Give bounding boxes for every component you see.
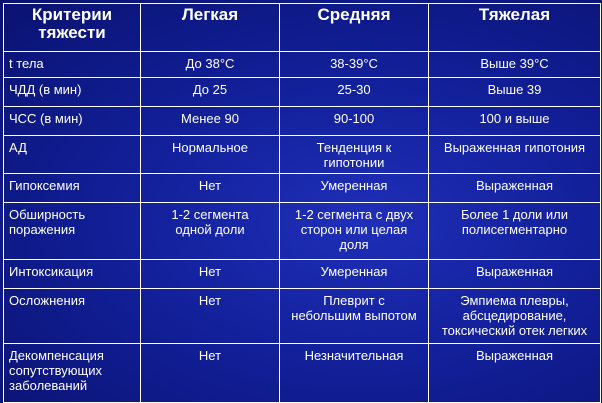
table-row: [4, 289, 601, 344]
cell-text: Плеврит с: [323, 293, 385, 308]
moderate-cell: [280, 289, 429, 344]
cell-text: Умеренная: [320, 178, 388, 193]
cell-text: Менее 90: [181, 111, 239, 126]
cell-text: t тела: [9, 56, 44, 71]
cell-text: заболеваний: [9, 378, 88, 393]
table-row: [4, 344, 601, 403]
cell-text: полисегментарно: [461, 222, 568, 237]
table-header: [4, 4, 601, 52]
cell-text: Нет: [198, 293, 222, 308]
table-row: [4, 136, 601, 174]
cell-text: Обширность: [9, 207, 86, 222]
severe-cell: [429, 174, 601, 203]
header-criteria: [4, 4, 141, 52]
cell-text: 90-100: [333, 111, 375, 126]
cell-text: Выраженная: [475, 178, 554, 193]
moderate-cell: [280, 344, 429, 403]
criterion-cell: [4, 289, 141, 344]
cell-text: 25-30: [337, 82, 371, 97]
header-row: [4, 4, 601, 52]
header-text: Тяжелая: [478, 5, 551, 24]
cell-text: Нет: [198, 348, 222, 363]
table-row: [4, 78, 601, 107]
cell-text: Гипоксемия: [9, 178, 80, 193]
criterion-cell: [4, 203, 141, 260]
severe-cell: [429, 78, 601, 107]
table-body: [4, 52, 601, 403]
cell-text: Умеренная: [320, 264, 388, 279]
cell-text: одной доли: [175, 222, 245, 237]
cell-text: 1-2 сегмента: [171, 207, 249, 222]
moderate-cell: [280, 174, 429, 203]
header-mild: [141, 4, 280, 52]
cell-text: небольшим выпотом: [291, 308, 417, 323]
mild-cell: [141, 344, 280, 403]
header-text: Критерии: [31, 5, 113, 24]
cell-text: Нормальное: [171, 140, 248, 155]
cell-text: АД: [9, 140, 27, 155]
cell-text: поражения: [9, 222, 76, 237]
cell-text: Выраженная: [475, 348, 554, 363]
mild-cell: [141, 260, 280, 289]
severe-cell: [429, 107, 601, 136]
moderate-cell: [280, 107, 429, 136]
cell-text: доля: [339, 237, 369, 252]
criterion-cell: [4, 260, 141, 289]
criterion-cell: [4, 107, 141, 136]
mild-cell: [141, 203, 280, 260]
mild-cell: [141, 52, 280, 78]
criterion-cell: [4, 344, 141, 403]
cell-text: ЧДД (в мин): [9, 82, 82, 97]
header-text: тяжести: [38, 23, 106, 42]
severe-cell: [429, 203, 601, 260]
moderate-cell: [280, 136, 429, 174]
table-row: [4, 107, 601, 136]
cell-text: До 25: [192, 82, 228, 97]
cell-text: абсцедирование,: [462, 308, 567, 323]
cell-text: Интоксикация: [9, 264, 94, 279]
cell-text: гипотонии: [323, 155, 385, 170]
cell-text: Тенденция к: [316, 140, 392, 155]
criterion-cell: [4, 52, 141, 78]
cell-text: Осложнения: [9, 293, 86, 308]
cell-text: Незначительная: [304, 348, 404, 363]
cell-text: Выраженная: [475, 264, 554, 279]
cell-text: Нет: [198, 264, 222, 279]
cell-text: сопутствующих: [9, 363, 103, 378]
moderate-cell: [280, 260, 429, 289]
cell-text: До 38°С: [185, 56, 235, 71]
table-row: [4, 260, 601, 289]
severe-cell: [429, 260, 601, 289]
cell-text: Выше 39°С: [480, 56, 549, 71]
severe-cell: [429, 136, 601, 174]
cell-text: токсический отек легких: [441, 323, 588, 338]
mild-cell: [141, 107, 280, 136]
mild-cell: [141, 136, 280, 174]
cell-text: сторон или целая: [300, 222, 408, 237]
severe-cell: [429, 52, 601, 78]
moderate-cell: [280, 52, 429, 78]
severity-table: [3, 3, 601, 403]
table-row: [4, 203, 601, 260]
criterion-cell: [4, 78, 141, 107]
cell-text: Нет: [198, 178, 222, 193]
cell-text: ЧСС (в мин): [9, 111, 83, 126]
cell-text: Более 1 доли или: [460, 207, 569, 222]
moderate-cell: [280, 203, 429, 260]
cell-text: Декомпенсация: [9, 348, 104, 363]
header-text: Средняя: [317, 5, 391, 24]
mild-cell: [141, 78, 280, 107]
cell-text: 1-2 сегмента с двух: [294, 207, 414, 222]
cell-text: Выраженная гипотония: [443, 140, 586, 155]
cell-text: 38-39°С: [330, 56, 378, 71]
criterion-cell: [4, 174, 141, 203]
cell-text: 100 и выше: [479, 111, 550, 126]
header-moderate: [280, 4, 429, 52]
criterion-cell: [4, 136, 141, 174]
mild-cell: [141, 289, 280, 344]
cell-text: Выше 39: [487, 82, 542, 97]
header-severe: [429, 4, 601, 52]
severe-cell: [429, 289, 601, 344]
mild-cell: [141, 174, 280, 203]
table-row: [4, 52, 601, 78]
severe-cell: [429, 344, 601, 403]
cell-text: Эмпиема плевры,: [460, 293, 569, 308]
header-text: Легкая: [181, 5, 239, 24]
moderate-cell: [280, 78, 429, 107]
table-row: [4, 174, 601, 203]
